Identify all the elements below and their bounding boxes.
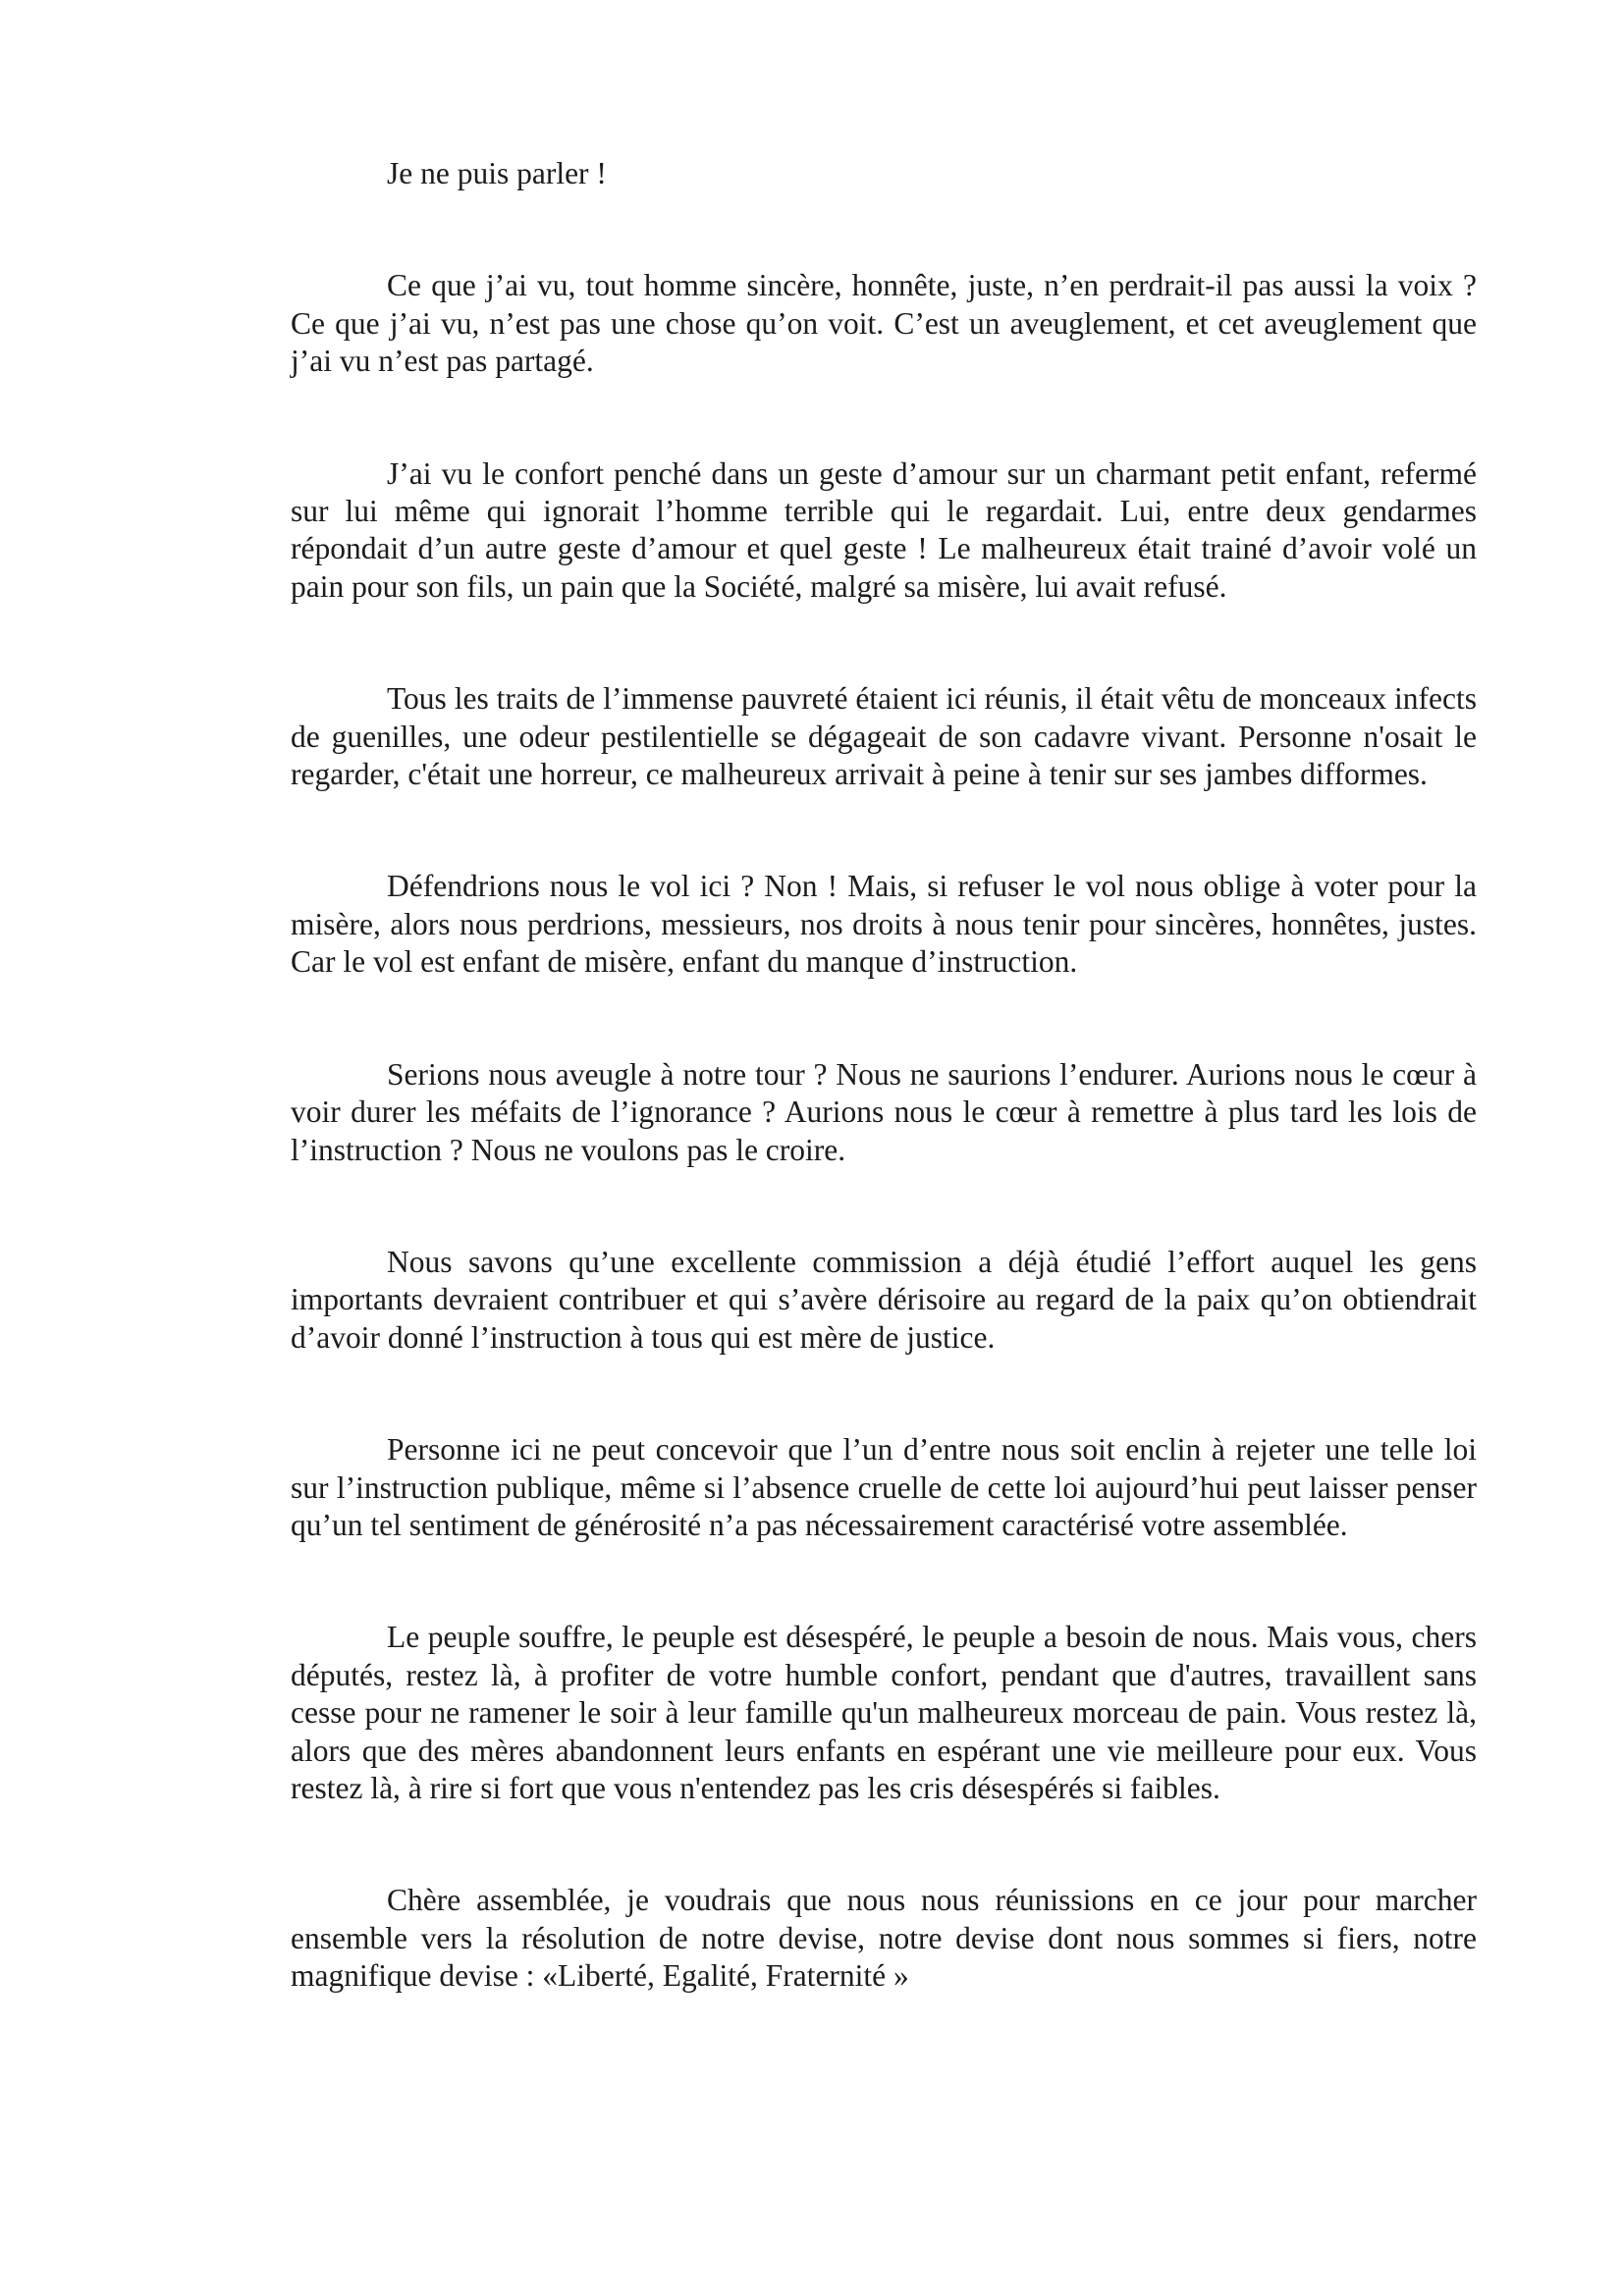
- paragraph-10: Chère assemblée, je voudrais que nous nous réunissions en ce jour pour marcher ensemble vers la résolution de notre devise, notre devise dont nous sommes si fiers, notre magnifique devise : «Liberté, Egalité, Fraternité »: [291, 1883, 1477, 1994]
- paragraph-5: Défendrions nous le vol ici ? Non ! Mais, si refuser le vol nous oblige à voter pour la misère, alors nous perdrions, messieurs, nos droits à nous tenir pour sincères, honnêtes, justes. Car le vol est enfant de misère, enfant du manque d’instruction.: [291, 869, 1477, 980]
- paragraph-6: Serions nous aveugle à notre tour ? Nous ne saurions l’endurer. Aurions nous le cœur à voir durer les méfaits de l’ignorance ? Aurions nous le cœur à remettre à plus tard les lois de l’instruction ? Nous ne voulons pas le croire.: [291, 1056, 1477, 1167]
- paragraph-9: Le peuple souffre, le peuple est désespéré, le peuple a besoin de nous. Mais vous, chers députés, restez là, à profiter de votre humble confort, pendant que d'autres, travaillent sans cesse pour ne ramener le soir à leur famille qu'un malheureux morceau de pain. Vous restez là, alors que des mères abandonnent leurs enfants en espérant une vie meilleure pour eux. Vous restez là, à rire si fort que vous n'entendez pas les cris désespérés si faibles.: [291, 1620, 1477, 1805]
- paragraph-3: J’ai vu le confort penché dans un geste d’amour sur un charmant petit enfant, refermé sur lui même qui ignorait l’homme terrible qui le regardait. Lui, entre deux gendarmes répondait d’un autre geste d’amour et quel geste ! Le malheureux était trainé d’avoir volé un pain pour son fils, un pain que la Société, malgré sa misère, lui avait refusé.: [291, 455, 1477, 604]
- paragraph-4: Tous les traits de l’immense pauvreté étaient ici réunis, il était vêtu de monceaux infects de guenilles, une odeur pestilentielle se dégageait de son cadavre vivant. Personne n'osait le regarder, c'était une horreur, ce malheureux arrivait à peine à tenir sur ses jambes difformes.: [291, 681, 1477, 792]
- paragraph-2: Ce que j’ai vu, tout homme sincère, honnête, juste, n’en perdrait-il pas aussi la voix ? Ce que j’ai vu, n’est pas une chose qu’on voit. C’est un aveuglement, et cet aveuglement que j’ai vu n’est pas partagé.: [291, 268, 1477, 379]
- paragraph-8: Personne ici ne peut concevoir que l’un d’entre nous soit enclin à rejeter une telle loi sur l’instruction publique, même si l’absence cruelle de cette loi aujourd’hui peut laisser penser qu’un tel sentiment de générosité n’a pas nécessairement caractérisé votre assemblée.: [291, 1432, 1477, 1542]
- paragraph-7: Nous savons qu’une excellente commission a déjà étudié l’effort auquel les gens importants devraient contribuer et qui s’avère dérisoire au regard de la paix qu’on obtiendrait d’avoir donné l’instruction à tous qui est mère de justice.: [291, 1244, 1477, 1355]
- paragraph-1: Je ne puis parler !: [387, 156, 607, 190]
- document-page: [291, 155, 1477, 1996]
